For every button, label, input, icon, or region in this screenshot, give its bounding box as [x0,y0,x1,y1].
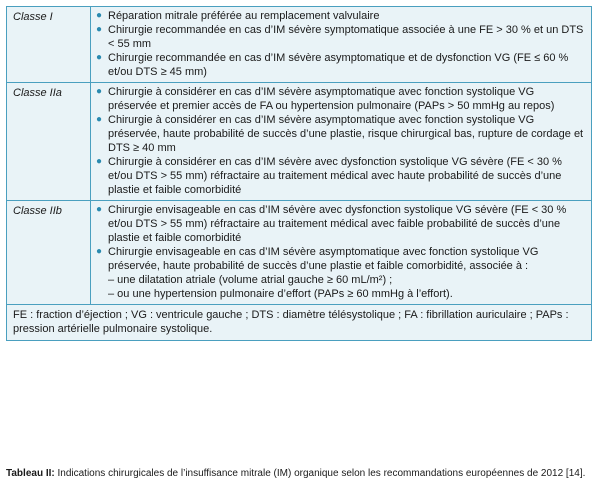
footnote: FE : fraction d’éjection ; VG : ventricule gauche ; DTS : diamètre télésystolique ; FA : fibrillation auriculaire ; PAPs : pression artérielle pulmonaire systolique. [7,305,592,341]
class-content [91,7,592,83]
list-item [96,203,586,245]
item-text: Chirurgie à considérer en cas d’IM sévère asymptomatique avec fonction systolique VG préservée et premier accès de FA ou hypertension pulmonaire (PAPs > 50 mmHg au repos) [108,86,555,112]
bullet-icon: ● [96,86,103,97]
table-caption [6,468,592,480]
bullet-icon: ● [96,156,103,167]
item-text: Chirurgie recommandée en cas d’IM sévère symptomatique associée à une FE > 30 % et un DTS < 55 mm [108,24,584,50]
item-text: Chirurgie recommandée en cas d’IM sévère asymptomatique et de dysfonction VG (FE ≤ 60 % et/ou DTS ≥ 45 mm) [108,52,569,78]
list-item [96,85,586,113]
bullet-icon: ● [96,246,103,257]
table-row [7,7,592,83]
list-item [96,113,586,155]
footnote-row [7,305,592,341]
class-label: Classe IIb [7,201,91,305]
item-text: Chirurgie à considérer en cas d’IM sévère avec dysfonction systolique VG sévère (FE < 30 % et/ou DTS > 55 mm) réfractaire au traitement médical avec haute probabilité de succès d’une plastie et faible comorbidité [108,156,562,196]
bullet-icon: ● [96,24,103,35]
list-item [96,51,586,79]
list-item [96,155,586,197]
item-text: Chirurgie envisageable en cas d’IM sévère asymptomatique avec fonction systolique VG préservée, haute probabilité de succès d’une plastie et faible comorbidité, associée à : [108,246,539,272]
sub-item: – ou une hypertension pulmonaire d’effort (PAPs ≥ 60 mmHg à l’effort). [108,288,453,300]
bullet-icon: ● [96,10,103,21]
bullet-icon: ● [96,52,103,63]
item-text: Chirurgie envisageable en cas d’IM sévère avec dysfonction systolique VG sévère (FE < 30 % et/ou DTS > 55 mm) réfractaire au traitement médical avec faible probabilité de succès d’une plastie et faible comorbidité [108,204,567,244]
caption-text: Indications chirurgicales de l’insuffisance mitrale (IM) organique selon les recommandations européennes de 2012 [14]. [54,468,586,479]
sub-item: – une dilatation atriale (volume atrial gauche ≥ 60 mL/m²) ; [108,274,393,286]
list-item [96,245,586,273]
list-item [96,23,586,51]
item-text: Réparation mitrale préférée au remplacement valvulaire [108,10,380,22]
list-item [96,9,586,23]
class-content [91,83,592,201]
bullet-icon: ● [96,114,103,125]
bullet-icon: ● [96,204,103,215]
table-row [7,201,592,305]
caption-label: Tableau II: [6,468,55,479]
table-row [7,83,592,201]
item-text: Chirurgie à considérer en cas d’IM sévère asymptomatique avec fonction systolique VG préservée, haute probabilité de succès d’une plastie, risque chirurgical bas, rupture de cordage et DTS ≥ 40 mm [108,114,584,154]
class-label: Classe I [7,7,91,83]
class-content [91,201,592,305]
recommendations-table [6,6,592,341]
class-label: Classe IIa [7,83,91,201]
